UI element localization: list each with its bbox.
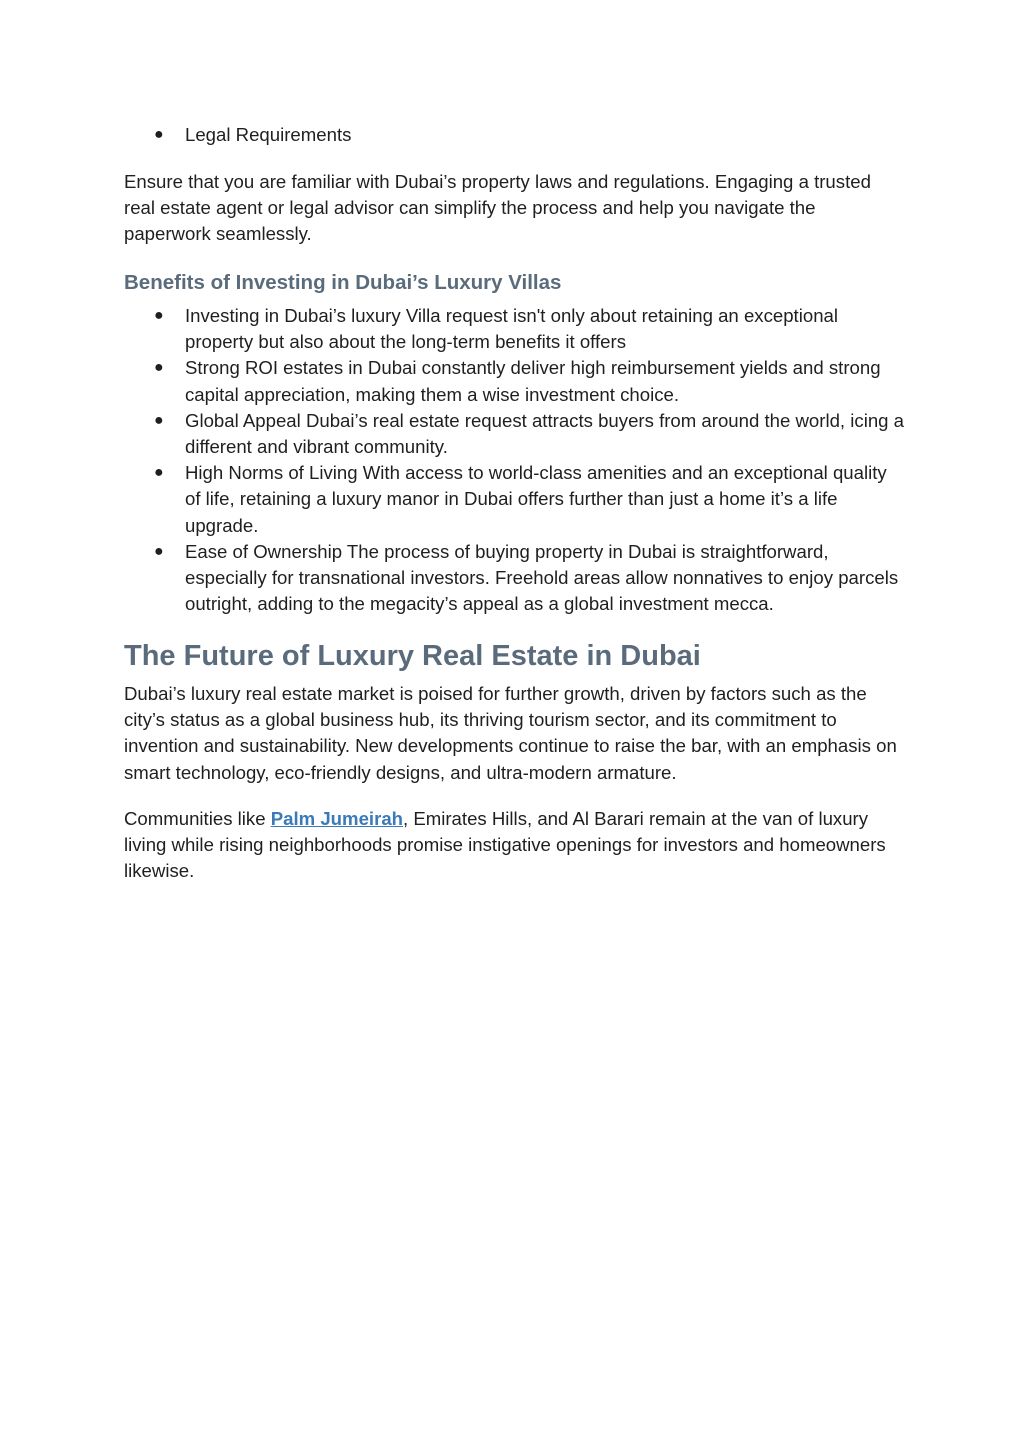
communities-paragraph xyxy=(124,806,904,885)
list-item-text: Investing in Dubai’s luxury Villa request isn't only about retaining an exceptional property but also about the long-term benefits it offers xyxy=(185,305,839,353)
bullet-icon: ● xyxy=(154,464,164,482)
benefits-heading: Benefits of Investing in Dubai’s Luxury Villas xyxy=(124,271,562,294)
communities-prefix: Communities like xyxy=(124,808,271,829)
list-item xyxy=(124,539,904,618)
list-item-text: Legal Requirements xyxy=(185,124,352,145)
legal-paragraph: Ensure that you are familiar with Dubai’s property laws and regulations. Engaging a trusted real estate agent or legal advisor can simplify the process and help you navigate the paperwork seamlessly. xyxy=(124,171,871,245)
list-item xyxy=(124,460,904,539)
communities-suffix: , Emirates Hills, and Al Barari remain at the van of luxury living while rising neighborhoods promise instigative openings for investors and homeowners likewise. xyxy=(124,808,886,882)
legal-requirements-list xyxy=(124,122,904,148)
list-item-text: High Norms of Living With access to world-class amenities and an exceptional quality of life, retaining a luxury manor in Dubai offers further than just a home it’s a life upgrade. xyxy=(185,462,887,536)
bullet-icon: ● xyxy=(154,126,164,143)
future-paragraph: Dubai’s luxury real estate market is poised for further growth, driven by factors such as the city’s status as a global business hub, its thriving tourism sector, and its commitment to invention and sustainability. New developments continue to raise the bar, with an emphasis on smart technology, eco-friendly designs, and ultra-modern armature. xyxy=(124,683,897,783)
benefits-list xyxy=(124,303,904,617)
list-item xyxy=(124,355,904,407)
bullet-icon: ● xyxy=(154,307,164,324)
future-heading: The Future of Luxury Real Estate in Dubai xyxy=(124,640,701,672)
list-item-text: Ease of Ownership The process of buying property in Dubai is straightforward, especially for transnational investors. Freehold areas allow nonnatives to enjoy parcels outright, adding to the megacity’s appeal as a global investment mecca. xyxy=(185,540,899,615)
palm-jumeirah-link[interactable]: Palm Jumeirah xyxy=(270,808,404,829)
list-item-text: Strong ROI estates in Dubai constantly deliver high reimbursement yields and strong capital appreciation, making them a wise investment choice. xyxy=(185,357,881,405)
bullet-icon: ● xyxy=(154,411,164,429)
bullet-icon: ● xyxy=(154,542,164,560)
list-item-text: Global Appeal Dubai’s real estate request attracts buyers from around the world, icing a different and vibrant community. xyxy=(185,409,905,458)
list-item xyxy=(124,408,904,460)
list-item xyxy=(124,122,904,148)
list-item xyxy=(124,303,904,355)
bullet-icon: ● xyxy=(154,359,164,377)
